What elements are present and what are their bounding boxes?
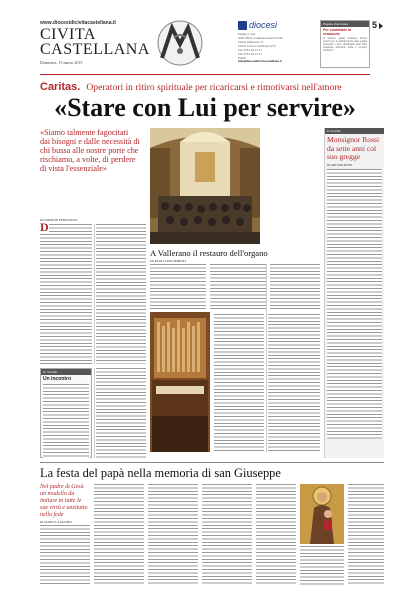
masthead — [40, 20, 378, 70]
bottom-body-col4 — [202, 484, 252, 585]
kicker-rule — [40, 74, 370, 75]
diocese-line: Email: — [238, 55, 247, 60]
diocese-contact-lines — [238, 33, 318, 64]
diocese-line: Tel. 0761.54.14.13 — [238, 48, 262, 53]
page-number: 5 — [372, 20, 378, 30]
lead-dropcap: D — [40, 220, 49, 234]
organ-article-col1 — [150, 264, 206, 310]
organ-article-col3-cont — [268, 314, 320, 452]
bottom-body-col5 — [256, 484, 296, 585]
bottom-body-col1 — [40, 525, 90, 585]
sidebar-header: Un incontro — [43, 376, 72, 382]
lead-subtitle: Operatori in ritiro spirituale per ricaricarsi e rimotivarsi nell'amore — [86, 82, 342, 93]
promo-title: Per contattare la redazione — [323, 28, 352, 36]
lead-body-col1 — [49, 224, 92, 234]
organ-photo — [150, 312, 210, 452]
anniversary-box — [324, 128, 384, 458]
masthead-date: Domenica, 15 marzo 2015 — [40, 60, 83, 65]
column-divider — [94, 368, 95, 458]
promo-body: Si invitano quanti volessero inviare articoli per la pubblicazione sulla pagina diocesana a farlo all'indirizzo mail della redazione, indicando nome e recapito telefonico. — [323, 37, 367, 52]
column-divider — [266, 264, 267, 452]
promo-box — [320, 20, 370, 68]
organ-article-col2-cont — [214, 314, 264, 452]
photo-headline: A Vallerano il restauro dell'organo — [150, 248, 268, 258]
anniversary-title: Monsignor Rossi da sette anni col suo gregge — [327, 135, 380, 162]
bottom-body-col6 — [348, 484, 384, 585]
bottom-deck: Nel padre di Gesù un modello da imitare in tutte le sue virtù e anzitutto nella fede — [40, 484, 88, 518]
diocese-logo-text: diocesi — [249, 20, 278, 30]
bottom-body-col5-cont — [300, 546, 344, 585]
arrow-icon — [379, 23, 383, 29]
promo-header: Pagina diocesana — [321, 21, 369, 27]
anniversary-byline: DI ARTURO ROSSI — [327, 162, 353, 167]
bottom-body-col2 — [94, 484, 144, 585]
saint-joseph-photo — [300, 484, 344, 544]
masthead-name-line2: CASTELLANA — [40, 41, 150, 58]
sidebar-box — [40, 368, 92, 458]
diocese-email[interactable]: info@diocesidicivitacastellana.it — [238, 59, 282, 64]
organ-article-col3 — [270, 264, 320, 310]
column-divider — [94, 224, 95, 364]
church-photo — [150, 128, 260, 244]
bottom-body-col3 — [148, 484, 198, 585]
masthead-name-line1: CIVITA — [40, 26, 96, 43]
diocese-line: dell'Ufficio Comunicazioni Sociali — [238, 35, 283, 40]
bottom-headline: La festa del papà nella memoria di san Giuseppe — [40, 466, 281, 480]
diocese-logo-icon — [238, 21, 247, 30]
lead-body-col2-cont — [96, 368, 146, 458]
diocese-line: 01033 Civita Castellana (VT) — [238, 43, 276, 48]
lead-kicker: Caritas. — [40, 81, 81, 93]
lead-byline: DI SIMONE PERNAZZO — [40, 218, 78, 222]
lead-body-col1 — [40, 234, 92, 364]
diocese-line: Piazza Matteotti, 27 — [238, 40, 264, 45]
lead-body-col2 — [96, 224, 146, 364]
photo-byline: DI PAOLO PICOMBOLI — [150, 259, 187, 263]
diocese-logo-emblem — [148, 18, 212, 68]
diocese-line: Pagina a cura — [238, 32, 256, 36]
bottom-rule — [40, 462, 384, 463]
sidebar-title: In ricordo — [41, 369, 91, 375]
anniversary-body — [327, 169, 382, 439]
diocese-info-box — [238, 20, 318, 70]
sidebar-body — [43, 384, 89, 458]
lead-headline: «Stare con Lui per servire» — [54, 93, 356, 122]
organ-article-col2 — [210, 264, 266, 310]
diocese-line: Fax 0761.59.75.17 — [238, 51, 262, 56]
lead-pullquote: «Siamo talmente fagocitati dai bisogni e dalle necessità di chi bussa alle nostre porte che rischiamo, a volte, di perdere di vista l'essenziale» — [40, 128, 140, 173]
bottom-byline: DI GIANLUCA PACIFICI — [40, 520, 73, 524]
masthead-website[interactable]: www.diocesidicivitacastellana.it — [40, 20, 116, 26]
anniversary-header: Il ricordo — [325, 128, 384, 134]
